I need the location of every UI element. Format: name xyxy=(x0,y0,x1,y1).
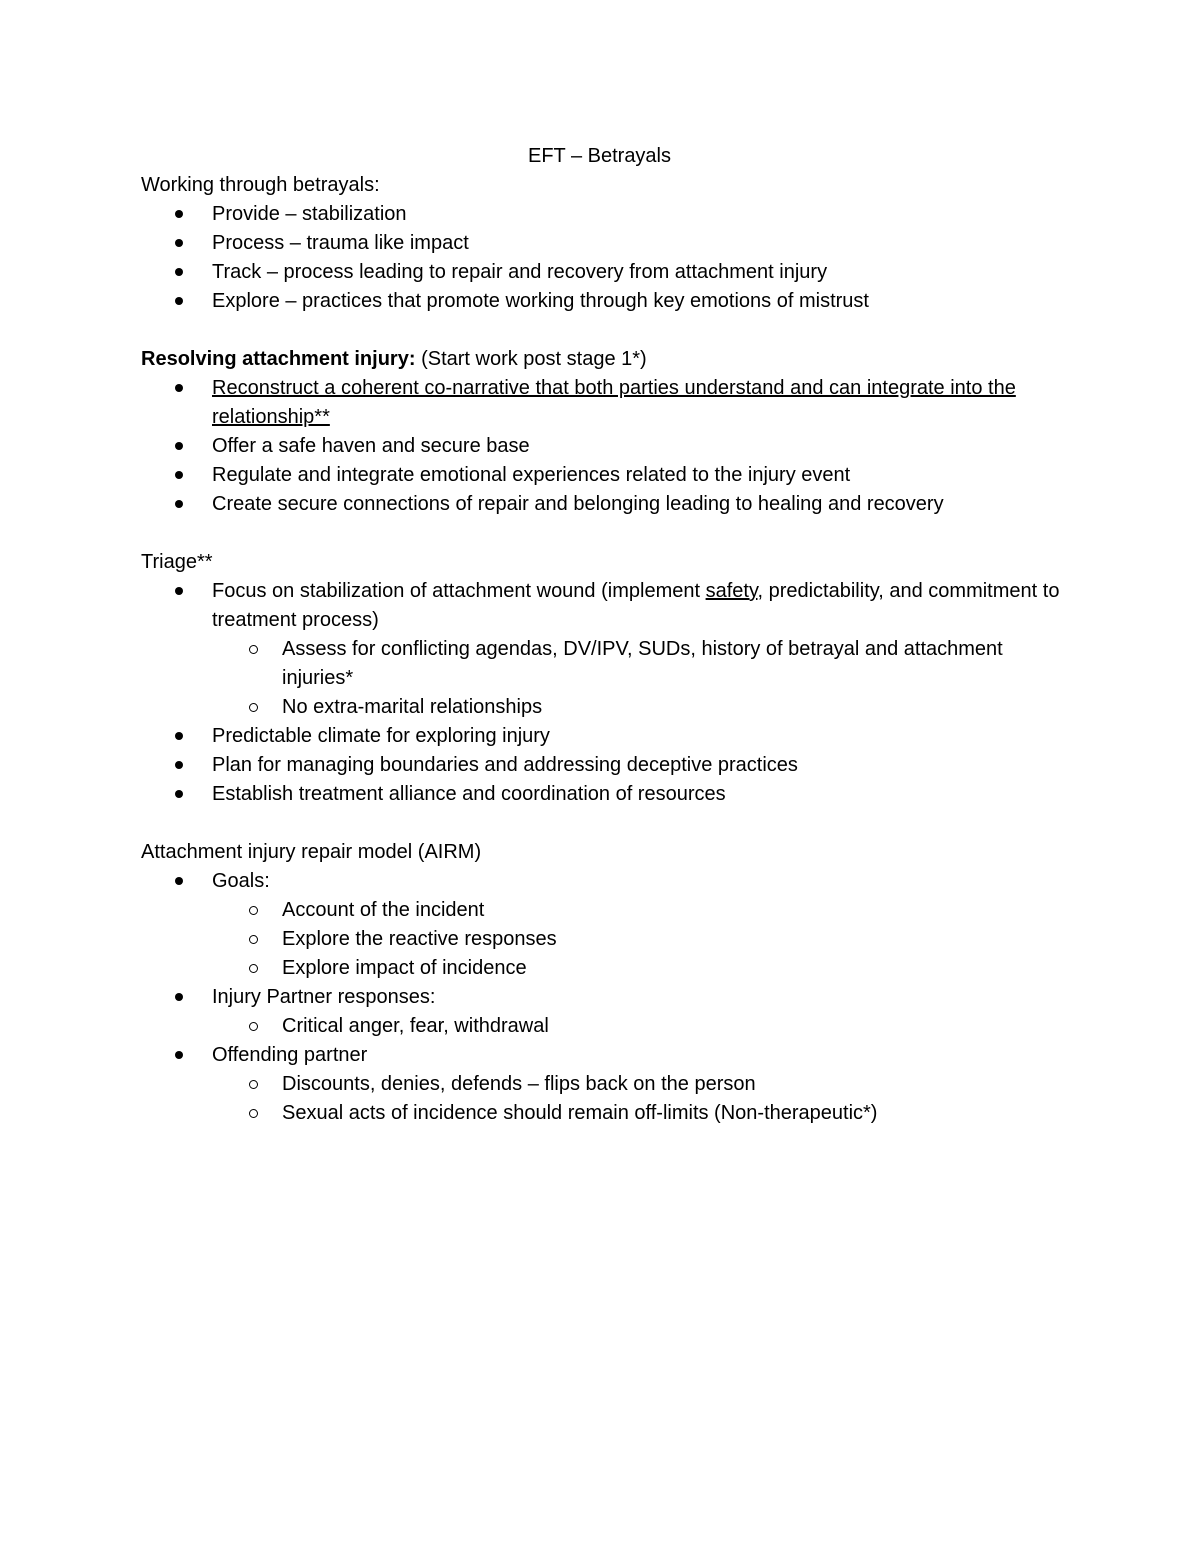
sub-list-offending-partner xyxy=(212,1070,1071,1128)
sub-list-triage xyxy=(212,635,1071,722)
heading-bold-text: Resolving attachment injury xyxy=(141,348,409,370)
sub-list-item: Account of the incident xyxy=(141,896,1071,925)
section-heading-triage: Triage** xyxy=(141,551,213,573)
list-item: Provide – stabilization xyxy=(141,200,1071,229)
section-heading-working-through-betrayals: Working through betrayals: xyxy=(141,174,380,196)
sub-list-item: Sexual acts of incidence should remain off-limits (Non-therapeutic*) xyxy=(141,1099,1071,1128)
section-heading-resolving-attachment-injury xyxy=(141,345,1071,374)
list-item-injury-partner: Injury Partner responses: Critical anger, fear, withdrawal xyxy=(141,983,1071,1041)
list-item: Reconstruct a coherent co-narrative that both parties understand and can integrate into the relationship** xyxy=(141,374,1071,432)
document-title: EFT – Betrayals xyxy=(527,145,672,167)
heading-note: (Start work post stage 1*) xyxy=(415,348,647,370)
underlined-word: safety xyxy=(705,580,758,602)
sub-list-item: Critical anger, fear, withdrawal xyxy=(141,1012,1071,1041)
bullet-list-triage xyxy=(141,577,1071,809)
list-item: Plan for managing boundaries and addressing deceptive practices xyxy=(141,751,1071,780)
document-body xyxy=(141,142,1071,1128)
list-item: Explore – practices that promote working through key emotions of mistrust xyxy=(141,287,1071,316)
bullet-list-airm xyxy=(141,867,1071,1128)
list-item: Offer a safe haven and secure base xyxy=(141,432,1071,461)
heading-colon: : xyxy=(408,348,416,370)
list-item: Regulate and integrate emotional experiences related to the injury event xyxy=(141,461,1071,490)
sub-list-item: Explore the reactive responses xyxy=(141,925,1071,954)
section-heading-airm: Attachment injury repair model (AIRM) xyxy=(141,841,482,863)
sub-list-item: Explore impact of incidence xyxy=(141,954,1071,983)
sub-list-item: Discounts, denies, defends – flips back on the person xyxy=(141,1070,1071,1099)
list-item-offending-partner: Offending partner Discounts, denies, defends – flips back on the person Sexual acts of incidence should remain off-limits (Non-therapeutic*) xyxy=(141,1041,1071,1128)
list-item: Establish treatment alliance and coordination of resources xyxy=(141,780,1071,809)
list-item: Create secure connections of repair and belonging leading to healing and recovery xyxy=(141,490,1071,519)
list-item: Predictable climate for exploring injury xyxy=(141,722,1071,751)
bullet-list-resolving xyxy=(141,374,1071,519)
list-item: Focus on stabilization of attachment wound (implement safety, predictability, and commitment to treatment process) Assess for conflicting agendas, DV/IPV, SUDs, history of betrayal and attachment injuries* No extra-marital relationships xyxy=(141,577,1071,722)
sub-list-injury-partner xyxy=(212,1012,1071,1041)
list-item-goals: Goals: Account of the incident Explore the reactive responses Explore impact of incidence xyxy=(141,867,1071,983)
bullet-list-working-through xyxy=(141,200,1071,316)
sub-list-item: No extra-marital relationships xyxy=(141,693,1071,722)
list-item: Track – process leading to repair and recovery from attachment injury xyxy=(141,258,1071,287)
sub-list-goals xyxy=(212,896,1071,983)
list-item: Process – trauma like impact xyxy=(141,229,1071,258)
sub-list-item: Assess for conflicting agendas, DV/IPV, SUDs, history of betrayal and attachment injuries* xyxy=(141,635,1071,693)
